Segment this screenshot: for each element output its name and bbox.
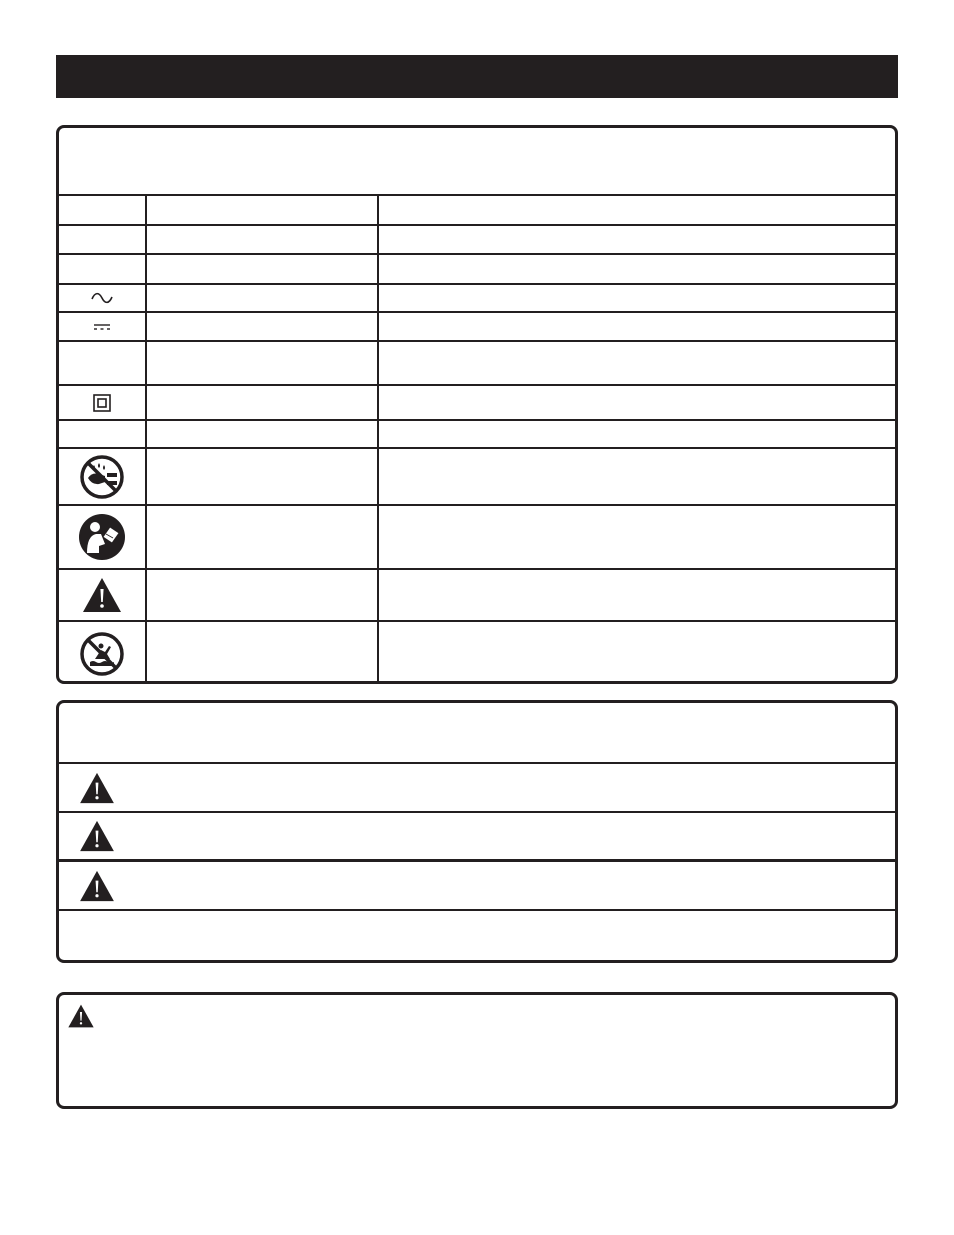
safety-alert-icon bbox=[79, 772, 115, 804]
alternating-current-icon bbox=[91, 292, 113, 304]
row-name bbox=[147, 421, 379, 447]
signal-word-row bbox=[59, 862, 895, 911]
row-designation bbox=[379, 313, 895, 340]
keep-dry-icon bbox=[79, 454, 125, 500]
symbols-intro bbox=[59, 128, 895, 196]
table-row bbox=[59, 421, 895, 449]
row-symbol bbox=[59, 342, 147, 384]
no-pool-use-icon bbox=[79, 631, 125, 677]
signal-word-row bbox=[59, 813, 895, 862]
row-symbol bbox=[59, 570, 147, 620]
row-designation bbox=[379, 570, 895, 620]
row-designation bbox=[379, 386, 895, 419]
row-symbol bbox=[59, 255, 147, 283]
table-row bbox=[59, 285, 895, 313]
row-symbol bbox=[59, 285, 147, 311]
row-designation bbox=[379, 622, 895, 684]
row-symbol bbox=[59, 386, 147, 419]
read-manual-icon bbox=[78, 513, 126, 561]
signal-word-row bbox=[59, 911, 895, 961]
row-symbol bbox=[59, 313, 147, 340]
warning-box bbox=[56, 992, 898, 1109]
col-designation-header bbox=[379, 196, 895, 224]
table-row bbox=[59, 449, 895, 506]
row-name bbox=[147, 506, 379, 568]
safety-alert-icon bbox=[79, 820, 115, 852]
row-designation bbox=[379, 226, 895, 253]
row-symbol bbox=[59, 622, 147, 684]
class-ii-construction-icon bbox=[93, 394, 111, 412]
col-symbol-header bbox=[59, 196, 147, 224]
row-symbol bbox=[59, 421, 147, 447]
row-name bbox=[147, 313, 379, 340]
row-designation bbox=[379, 285, 895, 311]
table-row bbox=[59, 226, 895, 255]
section-header-bar bbox=[56, 55, 898, 98]
row-name bbox=[147, 226, 379, 253]
signal-words-box bbox=[56, 700, 898, 963]
table-row bbox=[59, 622, 895, 684]
row-name bbox=[147, 622, 379, 684]
safety-alert-icon bbox=[82, 577, 122, 613]
row-symbol bbox=[59, 506, 147, 568]
row-symbol bbox=[59, 226, 147, 253]
symbols-table bbox=[56, 125, 898, 684]
table-row bbox=[59, 342, 895, 386]
row-name bbox=[147, 386, 379, 419]
col-name-header bbox=[147, 196, 379, 224]
row-designation bbox=[379, 255, 895, 283]
row-symbol bbox=[59, 449, 147, 504]
symbols-header-row bbox=[59, 196, 895, 226]
row-name bbox=[147, 285, 379, 311]
signal-word-row bbox=[59, 764, 895, 813]
safety-alert-icon bbox=[67, 1004, 95, 1028]
table-row bbox=[59, 255, 895, 285]
signal-words-intro bbox=[59, 703, 895, 764]
safety-alert-icon bbox=[79, 870, 115, 902]
row-name bbox=[147, 255, 379, 283]
table-row bbox=[59, 386, 895, 421]
row-designation bbox=[379, 342, 895, 384]
table-row bbox=[59, 570, 895, 622]
row-name bbox=[147, 449, 379, 504]
row-designation bbox=[379, 421, 895, 447]
row-designation bbox=[379, 506, 895, 568]
table-row bbox=[59, 313, 895, 342]
row-name bbox=[147, 570, 379, 620]
table-row bbox=[59, 506, 895, 570]
row-name bbox=[147, 342, 379, 384]
row-designation bbox=[379, 449, 895, 504]
direct-current-icon bbox=[94, 323, 110, 331]
